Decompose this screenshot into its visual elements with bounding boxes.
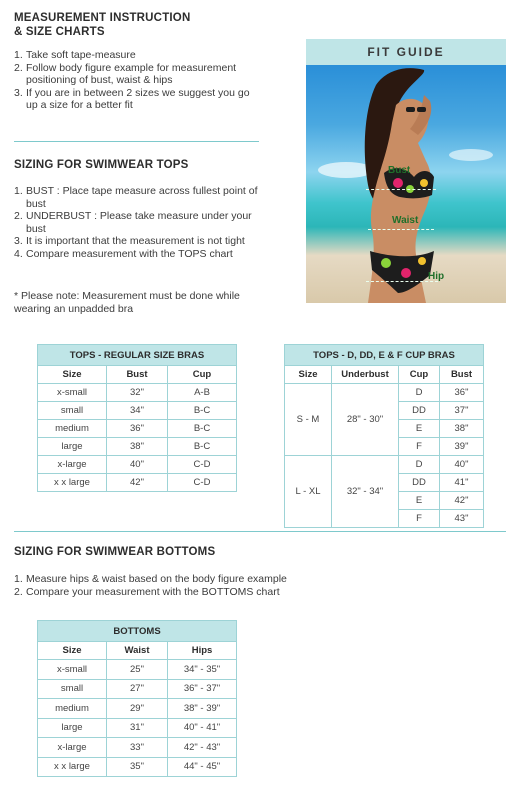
page-title-line1: MEASUREMENT INSTRUCTION (14, 12, 191, 24)
cup-size-table (284, 344, 484, 528)
list-item: 1. Measure hips & waist based on the body figure example (14, 573, 287, 585)
divider (14, 531, 506, 532)
column-header: Size (38, 366, 107, 384)
column-header: Bust (107, 366, 168, 384)
bottoms-table (37, 620, 237, 777)
table-row: E 38" (285, 420, 484, 438)
table-row: x x large 42" C-D (38, 474, 237, 492)
page-title (14, 11, 190, 39)
column-header: Size (285, 366, 332, 384)
regular-size-table (37, 344, 237, 492)
table-row: F 43" (285, 510, 484, 528)
tops-title: SIZING FOR SWIMWEAR TOPS (14, 159, 189, 171)
fit-guide-photo (306, 65, 506, 303)
unpadded-bra-note: * Please note: Measurement must be done while wearing an unpadded bra (14, 290, 240, 315)
size-group-cell: S - M (285, 384, 332, 456)
table-caption: TOPS - REGULAR SIZE BRAS (38, 345, 237, 366)
page-title-line2: & SIZE CHARTS (14, 26, 105, 38)
column-header: Waist (107, 642, 168, 660)
column-header: Bust (440, 366, 484, 384)
table-row: DD 41" (285, 474, 484, 492)
waist-measure-line (368, 229, 434, 230)
table-row: x x large 35" 44" - 45" (38, 757, 237, 777)
list-item: 1. BUST : Place tape measure across fullest point of bust (14, 185, 258, 210)
table-row: medium 29" 38" - 39" (38, 699, 237, 719)
column-header: Size (38, 642, 107, 660)
intro-steps (14, 49, 264, 112)
column-header: Cup (168, 366, 237, 384)
model-figure-illustration (306, 65, 506, 303)
underbust-cell: 32" - 34" (332, 456, 399, 528)
hip-label: Hip (428, 271, 445, 282)
list-item: 1. Take soft tape-measure (14, 49, 136, 61)
table-row: large 31" 40" - 41" (38, 718, 237, 738)
list-item: 2. UNDERBUST : Please take measure under your bust (14, 210, 252, 235)
waist-label: Waist (392, 215, 419, 226)
table-row: medium 36" B-C (38, 420, 237, 438)
list-item: 2. Follow body figure example for measurement positioning of bust, waist & hips (14, 61, 237, 87)
table-row: x-large 40" C-D (38, 456, 237, 474)
table-row: S - M 28" - 30" D 36" (285, 384, 484, 402)
size-group-cell: L - XL (285, 456, 332, 528)
bottoms-steps (14, 573, 414, 598)
column-header: Hips (168, 642, 237, 660)
table-row: L - XL 32" - 34" D 40" (285, 456, 484, 474)
table-row: large 38" B-C (38, 438, 237, 456)
table-row: small 34" B-C (38, 402, 237, 420)
table-caption: BOTTOMS (38, 621, 237, 642)
table-row: x-small 32" A-B (38, 384, 237, 402)
column-header: Underbust (332, 366, 399, 384)
table-row: DD 37" (285, 402, 484, 420)
fit-guide-title: FIT GUIDE (306, 39, 506, 65)
list-item: 3. It is important that the measurement is not tight (14, 235, 245, 248)
table-row: x-small 25" 34" - 35" (38, 660, 237, 680)
table-row: x-large 33" 42" - 43" (38, 738, 237, 758)
list-item: 2. Compare your measurement with the BOTTOMS chart (14, 585, 280, 598)
bottoms-title: SIZING FOR SWIMWEAR BOTTOMS (14, 546, 216, 558)
column-header: Cup (399, 366, 440, 384)
divider (14, 141, 259, 142)
list-item: 3. If you are in between 2 sizes we suggest you go up a size for a better fit (14, 86, 250, 112)
bust-label: Bust (388, 165, 411, 176)
table-row: F 39" (285, 438, 484, 456)
table-row: E 42" (285, 492, 484, 510)
bust-measure-line (366, 189, 436, 190)
table-caption: TOPS - D, DD, E & F CUP BRAS (285, 345, 484, 366)
table-row: small 27" 36" - 37" (38, 679, 237, 699)
tops-steps (14, 185, 259, 261)
list-item: 4. Compare measurement with the TOPS chart (14, 247, 233, 260)
underbust-cell: 28" - 30" (332, 384, 399, 456)
